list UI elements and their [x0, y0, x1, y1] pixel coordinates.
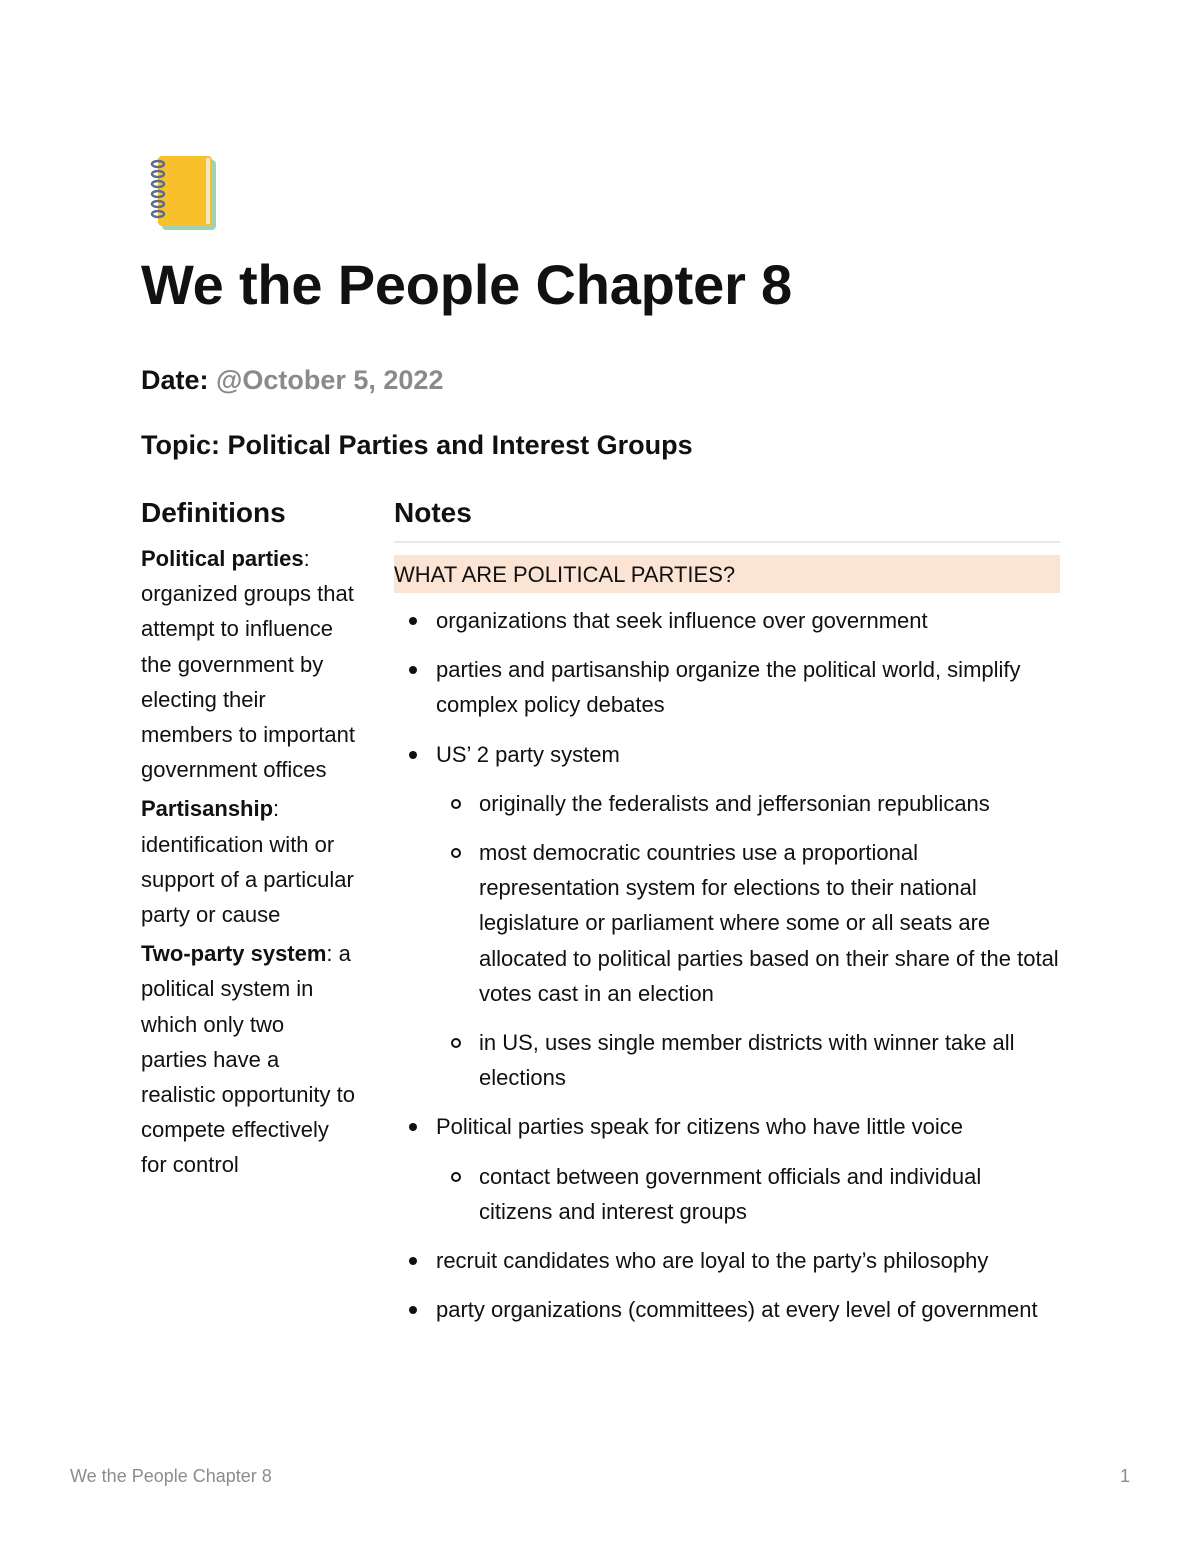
topic-heading: Topic: Political Parties and Interest Groups: [141, 430, 693, 460]
definitions-list: [141, 541, 356, 1183]
footer-page-number: 1: [1119, 1466, 1130, 1486]
date-property: [141, 365, 443, 396]
bullet-disc-icon: [409, 1123, 417, 1131]
definitions-column: [141, 495, 356, 1187]
definition-text: : organized groups that attempt to influence the government by electing their members to important government offices: [141, 546, 355, 783]
callout-heading: WHAT ARE POLITICAL PARTIES?: [394, 555, 1060, 593]
list-item-text: party organizations (committees) at every level of government: [436, 1297, 1038, 1323]
list-item-text: most democratic countries use a proportional representation system for elections to their national legislature or parliament where some or all seats are allocated to political parties based on their share of the total votes cast in an election: [479, 840, 1059, 1006]
bullet-circle-icon: [451, 1038, 461, 1048]
list-item: [394, 737, 1060, 772]
bullet-disc-icon: [409, 1257, 417, 1265]
list-item: [394, 1243, 1060, 1278]
list-item-text: originally the federalists and jeffersonian republicans: [479, 790, 990, 816]
list-item-text: recruit candidates who are loyal to the party’s philosophy: [436, 1248, 989, 1274]
definition-text: : identification with or support of a particular party or cause: [141, 796, 354, 928]
definition-term: Two-party system: [141, 941, 327, 967]
bullet-circle-icon: [451, 1172, 461, 1182]
notes-heading: Notes: [394, 497, 472, 528]
list-item-text: contact between government officials and individual citizens and interest groups: [479, 1163, 982, 1224]
bullet-disc-icon: [409, 1306, 417, 1314]
sub-list-item: [394, 1025, 1060, 1095]
list-item-text: organizations that seek influence over government: [436, 608, 928, 633]
notes-list: [394, 603, 1060, 1327]
definition-item: [141, 541, 356, 787]
list-item-text: parties and partisanship organize the political world, simplify complex policy debates: [436, 657, 1021, 718]
definitions-heading: Definitions: [141, 497, 286, 528]
list-item: [394, 603, 1060, 638]
list-item-text: US’ 2 party system: [436, 741, 620, 767]
bullet-disc-icon: [409, 751, 417, 759]
definition-item: [141, 791, 356, 932]
date-mention[interactable]: @October 5, 2022: [216, 365, 444, 395]
list-item-text: Political parties speak for citizens who have little voice: [436, 1114, 964, 1140]
page-title: We the People Chapter 8: [141, 253, 792, 316]
list-item: [394, 1109, 1060, 1144]
notes-column: [394, 495, 1060, 1341]
sub-list-item: [394, 1159, 1060, 1229]
notebook-icon: [148, 152, 220, 232]
list-item: [394, 1292, 1060, 1327]
list-item: [394, 652, 1060, 722]
definition-item: [141, 936, 356, 1182]
bullet-disc-icon: [409, 617, 417, 625]
date-label: Date:: [141, 365, 209, 395]
definition-term: Political parties: [141, 546, 304, 571]
bullet-circle-icon: [451, 799, 461, 809]
sub-list-item: [394, 786, 1060, 821]
bullet-circle-icon: [451, 848, 461, 858]
footer-document-title: We the People Chapter 8: [70, 1466, 272, 1486]
definition-term: Partisanship: [141, 796, 274, 822]
definition-text: : a political system in which only two parties have a realistic opportunity to compete effectively for control: [141, 941, 355, 1178]
divider: [394, 541, 1060, 543]
list-item-text: in US, uses single member districts with winner take all elections: [479, 1030, 1015, 1091]
bullet-disc-icon: [409, 666, 417, 674]
sub-list-item: [394, 835, 1060, 1011]
